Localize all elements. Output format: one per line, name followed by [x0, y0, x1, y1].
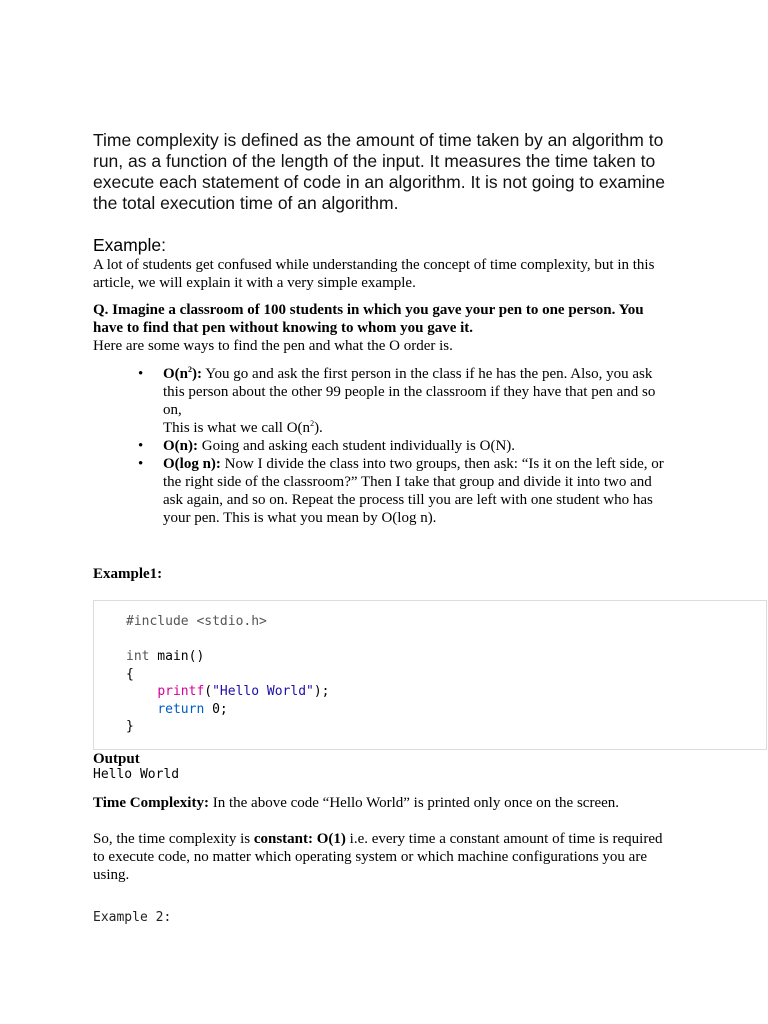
list-item-logarithmic	[93, 455, 673, 527]
example1-heading: Example1:	[93, 566, 163, 582]
code-open-brace: {	[126, 666, 134, 682]
logarithmic-text: Now I divide the class into two groups, then ask: “Is it on the left side, or the right side of the classroom?” Then I take that group and divide it into two and ask again, and so on. Repeat the process till you are left with one student who has your pen. This is what you mean by O(log n).	[163, 456, 664, 526]
question-text: Q. Imagine a classroom of 100 students in which you gave your pen to one person. You have to find that pen without knowing to whom you gave it.	[93, 302, 644, 336]
code-close-brace: }	[126, 719, 134, 734]
intro-paragraph: Time complexity is defined as the amount of time taken by an algorithm to run, as a function of the length of the input. It measures the time taken to execute each statement of code in an algorithm. It is not going to examine the total execution time of an algorithm.	[93, 130, 666, 213]
constant-intro: So, the time complexity is	[93, 831, 254, 847]
list-item-linear	[93, 437, 673, 455]
code-return-value: 0;	[204, 701, 228, 717]
logarithmic-label: O(log n):	[163, 456, 221, 472]
code-return-keyword: return	[157, 701, 205, 717]
time-complexity-label: Time Complexity:	[93, 795, 209, 811]
code-include: #include <stdio.h>	[126, 614, 267, 629]
output-text: Hello World	[93, 767, 180, 782]
quadratic-text: You go and ask the first person in the class if he has the pen. Also, you ask this person about the other 99 people in the classroom if they have that pen and so on,	[163, 366, 656, 418]
output-label: Output	[93, 751, 140, 767]
time-complexity-paragraph	[93, 794, 673, 812]
linear-text: Going and asking each student individually is O(N).	[198, 438, 516, 454]
example2-heading: Example 2:	[93, 910, 172, 925]
order-list	[93, 365, 683, 527]
time-complexity-text: In the above code “Hello World” is printed only once on the screen.	[208, 795, 620, 811]
linear-label: O(n):	[163, 438, 198, 454]
lead-paragraph: A lot of students get confused while understanding the concept of time complexity, but in this article, we will explain it with a very simple example.	[93, 257, 655, 291]
code-main-signature: main()	[149, 649, 205, 664]
code-string-literal: "Hello World"	[212, 684, 314, 699]
code-int-keyword: int	[126, 649, 150, 664]
code-printf-function: printf	[157, 684, 205, 699]
code-block	[93, 600, 767, 750]
code-listing: #include <stdio.h> int main() { printf("Hello World"); return 0; }	[126, 614, 330, 734]
constant-label: constant: O(1)	[253, 831, 346, 847]
question-block	[93, 301, 673, 355]
constant-paragraph	[93, 830, 673, 884]
example-heading: Example:	[93, 235, 166, 255]
quadratic-label: $O(n^2)$:	[163, 365, 203, 382]
list-item-quadratic	[93, 365, 673, 437]
question-followup: Here are some ways to find the pen and what the O order is.	[93, 338, 453, 354]
constant-rest: i.e. every time a constant amount of time is required to execute code, no matter which operating system or which machine configurations you are using.	[93, 831, 663, 883]
quadratic-call: This is what we call $O(n^2)$.	[163, 419, 323, 436]
